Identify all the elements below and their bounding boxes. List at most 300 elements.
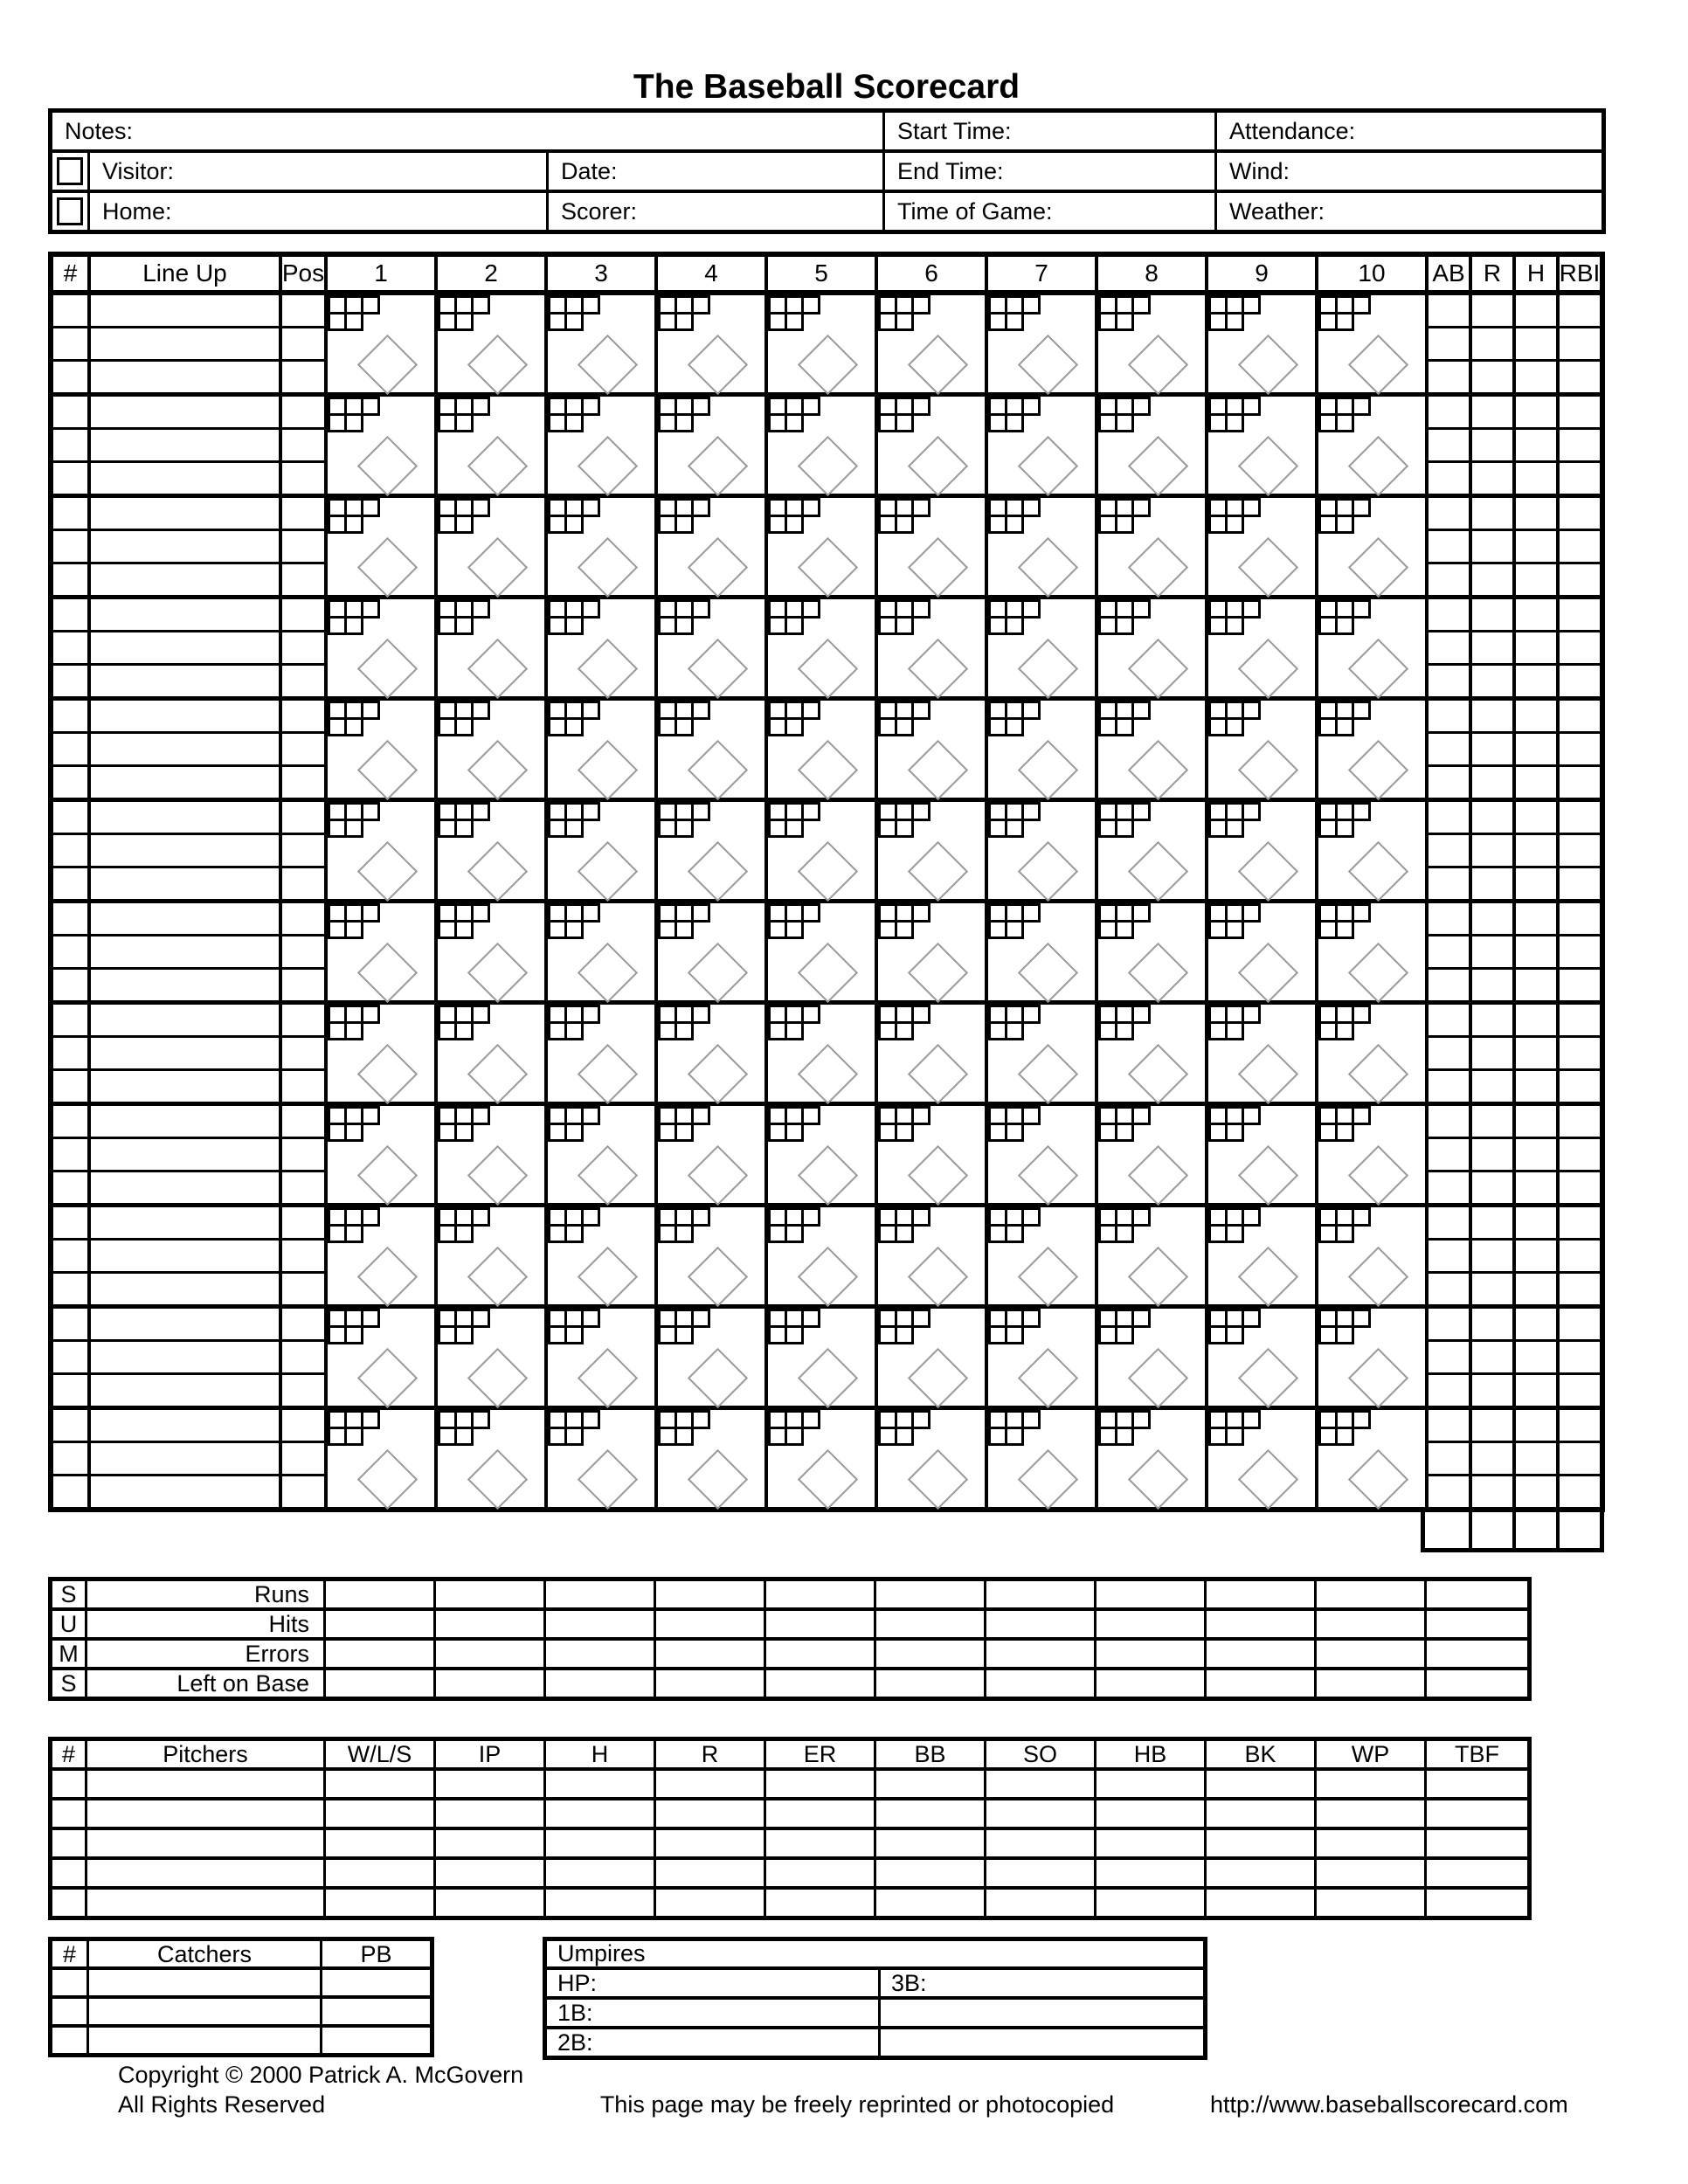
h-cell[interactable] (1516, 1441, 1556, 1474)
inning-cell[interactable] (985, 295, 1095, 392)
inning-cell[interactable] (1205, 498, 1315, 595)
sums-cell[interactable] (874, 1611, 984, 1638)
time-of-game-field[interactable] (882, 193, 1214, 230)
ab-cell[interactable] (1429, 1170, 1469, 1203)
rbi-cell[interactable] (1560, 1068, 1600, 1102)
pitcher-cell[interactable] (323, 1860, 433, 1886)
rbi-cell[interactable] (1560, 764, 1600, 798)
h-cell[interactable] (1516, 1068, 1556, 1102)
pitcher-cell[interactable] (874, 1890, 984, 1916)
player-number-cell[interactable] (53, 359, 87, 392)
inning-cell[interactable] (875, 903, 985, 1000)
ab-cell[interactable] (1429, 701, 1469, 731)
r-cell[interactable] (1472, 833, 1512, 866)
sums-cell[interactable] (543, 1670, 654, 1697)
inning-cell[interactable] (1315, 295, 1425, 392)
lineup-slot[interactable] (91, 1207, 279, 1238)
h-cell[interactable] (1516, 295, 1556, 326)
sums-cell[interactable] (764, 1611, 874, 1638)
inning-cell[interactable] (764, 802, 875, 899)
pitcher-cell[interactable] (984, 1890, 1094, 1916)
pitcher-cell[interactable] (1204, 1860, 1314, 1886)
pitcher-cell[interactable] (1424, 1800, 1527, 1827)
inning-cell[interactable] (1095, 599, 1205, 696)
inning-cell[interactable] (1315, 1207, 1425, 1304)
rbi-cell[interactable] (1560, 833, 1600, 866)
player-number-cell[interactable] (53, 599, 87, 630)
position-cell[interactable] (282, 866, 324, 899)
ab-cell[interactable] (1429, 1035, 1469, 1068)
rbi-cell[interactable] (1560, 1238, 1600, 1271)
rbi-cell[interactable] (1560, 562, 1600, 595)
inning-cell[interactable] (1205, 1309, 1315, 1406)
rbi-cell[interactable] (1560, 866, 1600, 899)
h-cell[interactable] (1516, 764, 1556, 798)
lineup-slot[interactable] (91, 1309, 279, 1339)
sums-cell[interactable] (543, 1611, 654, 1638)
inning-cell[interactable] (544, 295, 654, 392)
sums-cell[interactable] (1424, 1670, 1527, 1697)
position-cell[interactable] (282, 1137, 324, 1170)
pitcher-cell[interactable] (323, 1771, 433, 1797)
position-cell[interactable] (282, 1106, 324, 1137)
pitcher-cell[interactable] (52, 1830, 85, 1856)
sums-cell[interactable] (874, 1581, 984, 1608)
sums-cell[interactable] (323, 1611, 433, 1638)
position-cell[interactable] (282, 599, 324, 630)
player-number-cell[interactable] (53, 934, 87, 967)
rbi-cell[interactable] (1560, 397, 1600, 427)
player-number-cell[interactable] (53, 397, 87, 427)
position-cell[interactable] (282, 326, 324, 359)
sums-cell[interactable] (764, 1641, 874, 1668)
inning-cell[interactable] (434, 1309, 544, 1406)
lineup-slot[interactable] (91, 599, 279, 630)
ab-cell[interactable] (1429, 967, 1469, 1000)
sums-cell[interactable] (433, 1641, 543, 1668)
pitcher-cell[interactable] (1204, 1771, 1314, 1797)
sums-cell[interactable] (1094, 1670, 1204, 1697)
r-cell[interactable] (1472, 1005, 1512, 1035)
h-cell[interactable] (1516, 967, 1556, 1000)
lineup-slot[interactable] (91, 1005, 279, 1035)
sums-cell[interactable] (764, 1581, 874, 1608)
inning-cell[interactable] (654, 903, 764, 1000)
position-cell[interactable] (282, 397, 324, 427)
inning-cell[interactable] (544, 903, 654, 1000)
rbi-cell[interactable] (1560, 359, 1600, 392)
h-cell[interactable] (1516, 529, 1556, 562)
inning-cell[interactable] (324, 1005, 434, 1102)
sums-cell[interactable] (1314, 1670, 1424, 1697)
pitcher-cell[interactable] (1094, 1771, 1204, 1797)
pitcher-cell[interactable] (984, 1830, 1094, 1856)
inning-cell[interactable] (764, 1106, 875, 1203)
player-number-cell[interactable] (53, 427, 87, 460)
inning-cell[interactable] (324, 802, 434, 899)
rbi-cell[interactable] (1560, 701, 1600, 731)
h-cell[interactable] (1516, 903, 1556, 934)
pitcher-cell[interactable] (1424, 1830, 1527, 1856)
r-cell[interactable] (1472, 1372, 1512, 1406)
r-cell[interactable] (1472, 427, 1512, 460)
lineup-slot[interactable] (91, 295, 279, 326)
inning-cell[interactable] (764, 1410, 875, 1507)
rbi-cell[interactable] (1560, 295, 1600, 326)
inning-cell[interactable] (324, 397, 434, 494)
r-cell[interactable] (1472, 599, 1512, 630)
pitcher-cell[interactable] (543, 1800, 654, 1827)
catcher-cell[interactable] (52, 1970, 86, 1995)
h-cell[interactable] (1516, 1137, 1556, 1170)
inning-cell[interactable] (1205, 1106, 1315, 1203)
pitcher-cell[interactable] (433, 1771, 543, 1797)
player-number-cell[interactable] (53, 630, 87, 663)
pitcher-cell[interactable] (764, 1771, 874, 1797)
r-cell[interactable] (1472, 1309, 1512, 1339)
lineup-slot[interactable] (91, 833, 279, 866)
pitcher-cell[interactable] (543, 1771, 654, 1797)
h-cell[interactable] (1516, 427, 1556, 460)
catcher-cell[interactable] (320, 1999, 430, 2024)
player-number-cell[interactable] (53, 1238, 87, 1271)
inning-cell[interactable] (654, 1207, 764, 1304)
inning-cell[interactable] (544, 802, 654, 899)
pitcher-cell[interactable] (85, 1890, 323, 1916)
inning-cell[interactable] (434, 1005, 544, 1102)
lineup-slot[interactable] (91, 326, 279, 359)
player-number-cell[interactable] (53, 1035, 87, 1068)
home-checkbox[interactable] (57, 197, 83, 225)
pitcher-cell[interactable] (1424, 1860, 1527, 1886)
catcher-cell[interactable] (320, 1970, 430, 1995)
lineup-slot[interactable] (91, 802, 279, 833)
inning-cell[interactable] (985, 701, 1095, 798)
pitcher-cell[interactable] (654, 1771, 764, 1797)
attendance-field[interactable] (1214, 113, 1602, 149)
player-number-cell[interactable] (53, 1068, 87, 1102)
pitcher-cell[interactable] (1314, 1830, 1424, 1856)
h-cell[interactable] (1516, 562, 1556, 595)
r-cell[interactable] (1472, 731, 1512, 764)
pitcher-cell[interactable] (433, 1830, 543, 1856)
pitcher-cell[interactable] (52, 1860, 85, 1886)
inning-cell[interactable] (1205, 1410, 1315, 1507)
inning-cell[interactable] (875, 802, 985, 899)
pitcher-cell[interactable] (543, 1830, 654, 1856)
r-cell[interactable] (1472, 967, 1512, 1000)
inning-cell[interactable] (324, 1207, 434, 1304)
catcher-cell[interactable] (52, 1999, 86, 2024)
rbi-cell[interactable] (1560, 326, 1600, 359)
sums-cell[interactable] (984, 1611, 1094, 1638)
sums-cell[interactable] (1314, 1581, 1424, 1608)
pitcher-cell[interactable] (323, 1890, 433, 1916)
lineup-slot[interactable] (91, 1035, 279, 1068)
total-r-cell[interactable] (1469, 1512, 1512, 1548)
h-cell[interactable] (1516, 359, 1556, 392)
lineup-slot[interactable] (91, 427, 279, 460)
position-cell[interactable] (282, 529, 324, 562)
position-cell[interactable] (282, 1441, 324, 1474)
r-cell[interactable] (1472, 397, 1512, 427)
rbi-cell[interactable] (1560, 1207, 1600, 1238)
pitcher-cell[interactable] (85, 1800, 323, 1827)
sums-cell[interactable] (543, 1641, 654, 1668)
inning-cell[interactable] (1205, 397, 1315, 494)
pitcher-cell[interactable] (85, 1830, 323, 1856)
catcher-cell[interactable] (320, 2028, 430, 2053)
inning-cell[interactable] (985, 1410, 1095, 1507)
inning-cell[interactable] (1315, 498, 1425, 595)
ab-cell[interactable] (1429, 427, 1469, 460)
ab-cell[interactable] (1429, 833, 1469, 866)
catcher-cell[interactable] (86, 1970, 320, 1995)
catcher-cell[interactable] (52, 2028, 86, 2053)
inning-cell[interactable] (434, 1207, 544, 1304)
pitcher-cell[interactable] (874, 1830, 984, 1856)
date-field[interactable] (546, 153, 882, 190)
pitcher-cell[interactable] (52, 1890, 85, 1916)
player-number-cell[interactable] (53, 802, 87, 833)
inning-cell[interactable] (875, 701, 985, 798)
r-cell[interactable] (1472, 460, 1512, 494)
ab-cell[interactable] (1429, 731, 1469, 764)
inning-cell[interactable] (985, 599, 1095, 696)
rbi-cell[interactable] (1560, 903, 1600, 934)
sums-cell[interactable] (764, 1670, 874, 1697)
position-cell[interactable] (282, 1309, 324, 1339)
weather-field[interactable] (1214, 193, 1602, 230)
inning-cell[interactable] (1315, 802, 1425, 899)
inning-cell[interactable] (764, 295, 875, 392)
pitcher-cell[interactable] (1204, 1890, 1314, 1916)
pitcher-cell[interactable] (323, 1800, 433, 1827)
inning-cell[interactable] (764, 1309, 875, 1406)
h-cell[interactable] (1516, 1106, 1556, 1137)
inning-cell[interactable] (434, 498, 544, 595)
rbi-cell[interactable] (1560, 1271, 1600, 1304)
player-number-cell[interactable] (53, 1372, 87, 1406)
pitcher-cell[interactable] (874, 1800, 984, 1827)
inning-cell[interactable] (764, 599, 875, 696)
inning-cell[interactable] (324, 1410, 434, 1507)
inning-cell[interactable] (1205, 701, 1315, 798)
inning-cell[interactable] (875, 1005, 985, 1102)
inning-cell[interactable] (434, 397, 544, 494)
inning-cell[interactable] (654, 1410, 764, 1507)
inning-cell[interactable] (434, 903, 544, 1000)
lineup-slot[interactable] (91, 866, 279, 899)
lineup-slot[interactable] (91, 529, 279, 562)
player-number-cell[interactable] (53, 1474, 87, 1507)
h-cell[interactable] (1516, 1309, 1556, 1339)
player-number-cell[interactable] (53, 460, 87, 494)
inning-cell[interactable] (1315, 1106, 1425, 1203)
pitcher-cell[interactable] (85, 1860, 323, 1886)
visitor-checkbox[interactable] (57, 157, 83, 185)
inning-cell[interactable] (324, 1309, 434, 1406)
ab-cell[interactable] (1429, 562, 1469, 595)
sums-cell[interactable] (323, 1581, 433, 1608)
ab-cell[interactable] (1429, 1441, 1469, 1474)
r-cell[interactable] (1472, 1441, 1512, 1474)
sums-cell[interactable] (874, 1670, 984, 1697)
rbi-cell[interactable] (1560, 1309, 1600, 1339)
player-number-cell[interactable] (53, 1339, 87, 1372)
inning-cell[interactable] (324, 903, 434, 1000)
rbi-cell[interactable] (1560, 1339, 1600, 1372)
rbi-cell[interactable] (1560, 1106, 1600, 1137)
r-cell[interactable] (1472, 1106, 1512, 1137)
inning-cell[interactable] (1315, 1309, 1425, 1406)
inning-cell[interactable] (985, 1005, 1095, 1102)
ab-cell[interactable] (1429, 1372, 1469, 1406)
position-cell[interactable] (282, 1410, 324, 1441)
inning-cell[interactable] (1095, 397, 1205, 494)
notes-field[interactable] (52, 113, 882, 149)
player-number-cell[interactable] (53, 1410, 87, 1441)
pitcher-cell[interactable] (764, 1890, 874, 1916)
sums-cell[interactable] (984, 1641, 1094, 1668)
position-cell[interactable] (282, 359, 324, 392)
position-cell[interactable] (282, 903, 324, 934)
sums-cell[interactable] (654, 1641, 764, 1668)
position-cell[interactable] (282, 1339, 324, 1372)
umpire-extra-field-2[interactable] (878, 2029, 1203, 2056)
rbi-cell[interactable] (1560, 1170, 1600, 1203)
rbi-cell[interactable] (1560, 1005, 1600, 1035)
inning-cell[interactable] (764, 397, 875, 494)
h-cell[interactable] (1516, 1474, 1556, 1507)
player-number-cell[interactable] (53, 1005, 87, 1035)
inning-cell[interactable] (654, 498, 764, 595)
rbi-cell[interactable] (1560, 599, 1600, 630)
inning-cell[interactable] (1095, 903, 1205, 1000)
sums-cell[interactable] (1204, 1641, 1314, 1668)
ab-cell[interactable] (1429, 1238, 1469, 1271)
pitcher-cell[interactable] (984, 1860, 1094, 1886)
player-number-cell[interactable] (53, 866, 87, 899)
lineup-slot[interactable] (91, 1441, 279, 1474)
r-cell[interactable] (1472, 701, 1512, 731)
ab-cell[interactable] (1429, 529, 1469, 562)
inning-cell[interactable] (985, 903, 1095, 1000)
pitcher-cell[interactable] (1314, 1890, 1424, 1916)
h-cell[interactable] (1516, 1410, 1556, 1441)
inning-cell[interactable] (875, 599, 985, 696)
player-number-cell[interactable] (53, 903, 87, 934)
inning-cell[interactable] (544, 599, 654, 696)
pitcher-cell[interactable] (984, 1800, 1094, 1827)
inning-cell[interactable] (1095, 1207, 1205, 1304)
player-number-cell[interactable] (53, 764, 87, 798)
scorer-field[interactable] (546, 193, 882, 230)
sums-cell[interactable] (323, 1670, 433, 1697)
player-number-cell[interactable] (53, 1106, 87, 1137)
h-cell[interactable] (1516, 460, 1556, 494)
position-cell[interactable] (282, 731, 324, 764)
h-cell[interactable] (1516, 1170, 1556, 1203)
inning-cell[interactable] (1205, 1005, 1315, 1102)
rbi-cell[interactable] (1560, 934, 1600, 967)
ab-cell[interactable] (1429, 460, 1469, 494)
ab-cell[interactable] (1429, 1137, 1469, 1170)
position-cell[interactable] (282, 1068, 324, 1102)
inning-cell[interactable] (324, 701, 434, 798)
inning-cell[interactable] (324, 1106, 434, 1203)
sums-cell[interactable] (1204, 1670, 1314, 1697)
inning-cell[interactable] (1315, 701, 1425, 798)
sums-cell[interactable] (1094, 1581, 1204, 1608)
inning-cell[interactable] (654, 397, 764, 494)
inning-cell[interactable] (764, 1207, 875, 1304)
pitcher-cell[interactable] (874, 1860, 984, 1886)
h-cell[interactable] (1516, 1035, 1556, 1068)
pitcher-cell[interactable] (1094, 1890, 1204, 1916)
h-cell[interactable] (1516, 599, 1556, 630)
inning-cell[interactable] (544, 1410, 654, 1507)
inning-cell[interactable] (875, 1207, 985, 1304)
start-time-field[interactable] (882, 113, 1214, 149)
lineup-slot[interactable] (91, 1271, 279, 1304)
r-cell[interactable] (1472, 529, 1512, 562)
inning-cell[interactable] (764, 701, 875, 798)
position-cell[interactable] (282, 1238, 324, 1271)
position-cell[interactable] (282, 1474, 324, 1507)
ab-cell[interactable] (1429, 764, 1469, 798)
pitcher-cell[interactable] (1314, 1860, 1424, 1886)
h-cell[interactable] (1516, 731, 1556, 764)
inning-cell[interactable] (1095, 1005, 1205, 1102)
total-ab-cell[interactable] (1425, 1512, 1469, 1548)
r-cell[interactable] (1472, 562, 1512, 595)
lineup-slot[interactable] (91, 903, 279, 934)
inning-cell[interactable] (324, 295, 434, 392)
h-cell[interactable] (1516, 1339, 1556, 1372)
visitor-field[interactable] (87, 153, 546, 190)
umpire-1b-field[interactable] (547, 2000, 878, 2027)
lineup-slot[interactable] (91, 764, 279, 798)
h-cell[interactable] (1516, 1238, 1556, 1271)
r-cell[interactable] (1472, 295, 1512, 326)
sums-cell[interactable] (543, 1581, 654, 1608)
lineup-slot[interactable] (91, 1474, 279, 1507)
r-cell[interactable] (1472, 1339, 1512, 1372)
sums-cell[interactable] (1424, 1611, 1527, 1638)
inning-cell[interactable] (764, 903, 875, 1000)
ab-cell[interactable] (1429, 397, 1469, 427)
pitcher-cell[interactable] (764, 1830, 874, 1856)
pitcher-cell[interactable] (1314, 1800, 1424, 1827)
lineup-slot[interactable] (91, 1137, 279, 1170)
inning-cell[interactable] (654, 1005, 764, 1102)
inning-cell[interactable] (764, 498, 875, 595)
inning-cell[interactable] (1095, 1106, 1205, 1203)
lineup-slot[interactable] (91, 498, 279, 529)
h-cell[interactable] (1516, 1271, 1556, 1304)
position-cell[interactable] (282, 1372, 324, 1406)
inning-cell[interactable] (544, 1005, 654, 1102)
position-cell[interactable] (282, 460, 324, 494)
inning-cell[interactable] (434, 295, 544, 392)
player-number-cell[interactable] (53, 529, 87, 562)
r-cell[interactable] (1472, 359, 1512, 392)
pitcher-cell[interactable] (52, 1800, 85, 1827)
ab-cell[interactable] (1429, 599, 1469, 630)
inning-cell[interactable] (654, 599, 764, 696)
sums-cell[interactable] (1204, 1611, 1314, 1638)
